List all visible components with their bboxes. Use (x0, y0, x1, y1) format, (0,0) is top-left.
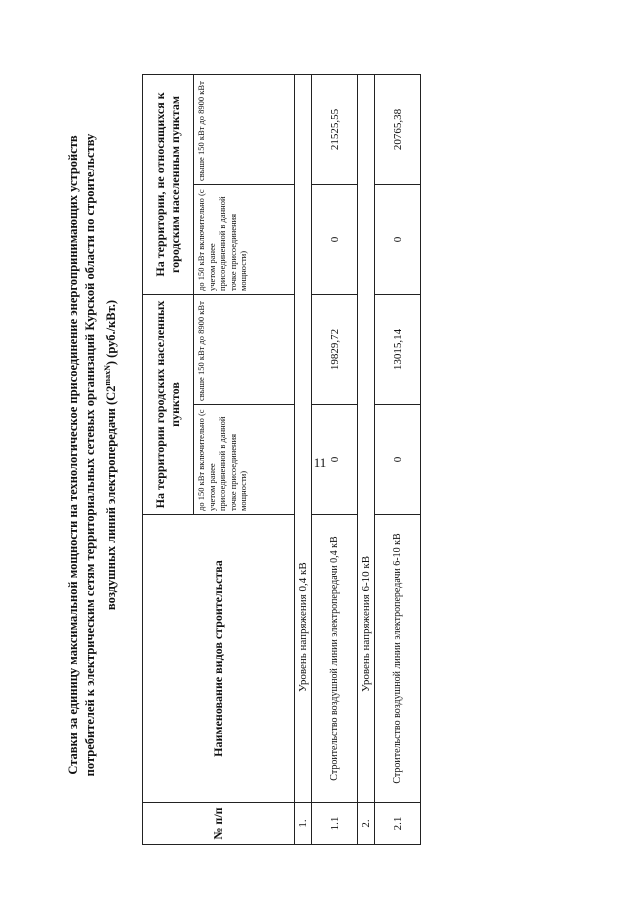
header-rural-over150: свыше 150 кВт до 8900 кВт (194, 74, 295, 184)
rotated-content (65, 55, 404, 855)
row-1-1-urban-over150: 19829,72 (312, 294, 358, 404)
row-1-1-num: 1.1 (312, 803, 358, 845)
header-rural: На территории, не относящихся к городским населенным пунктам (143, 74, 194, 294)
title-line-3-prefix: воздушных линий электропередачи (С2 (104, 385, 119, 611)
section-1-num: 1. (295, 803, 312, 845)
header-num: № п/п (143, 803, 295, 845)
row-2-1-num: 2.1 (375, 803, 421, 845)
rate-table (142, 74, 421, 845)
section-2-title: Уровень напряжения 6-10 кВ (358, 74, 375, 802)
row-1-1-rural-over150: 21525,55 (312, 74, 358, 184)
section-1-title: Уровень напряжения 0,4 кВ (295, 74, 312, 802)
page-number: 11 (313, 455, 327, 470)
section-row-2 (358, 74, 375, 844)
row-2-1-urban-over150: 13015,14 (375, 294, 421, 404)
row-2-1-urban-upto150: 0 (375, 405, 421, 515)
title-line-2: потребителей к электрическим сетям территориальных сетевых организаций Курской области по строительству (83, 133, 97, 777)
section-row-1 (295, 74, 312, 844)
header-rural-upto150: до 150 кВт включительно (с учетом ранее присоединенной в данной точке присоединения мощности) (194, 184, 295, 294)
section-2-num: 2. (358, 803, 375, 845)
header-name: Наименование видов строительства (143, 515, 295, 803)
header-urban: На территории городских населенных пунктов (143, 294, 194, 514)
document-title (65, 55, 139, 855)
header-row-top (143, 74, 194, 844)
title-line-3 (104, 300, 118, 610)
table-row (312, 74, 358, 844)
header-urban-over150: свыше 150 кВт до 8900 кВт (194, 294, 295, 404)
title-line-1: Ставки за единицу максимальной мощности на технологическое присоединение энергопринимающих устройств (66, 135, 80, 775)
title-line-3-suffix: ) (руб./кВт.) (104, 299, 119, 366)
row-1-1-label: Строительство воздушной линии электропередачи 0,4 кВ (312, 515, 358, 803)
table-row (375, 74, 421, 844)
row-1-1-rural-upto150: 0 (312, 184, 358, 294)
row-2-1-rural-upto150: 0 (375, 184, 421, 294)
header-urban-upto150: до 150 кВт включительно (с учетом ранее присоединенной в данной точке присоединения мощности) (194, 405, 295, 515)
row-1-1-urban-upto150: 0 (312, 405, 358, 515)
row-2-1-rural-over150: 20765,38 (375, 74, 421, 184)
title-superscript: maxN (103, 365, 112, 386)
row-2-1-label: Строительство воздушной линии электропередачи 6-10 кВ (375, 515, 421, 803)
